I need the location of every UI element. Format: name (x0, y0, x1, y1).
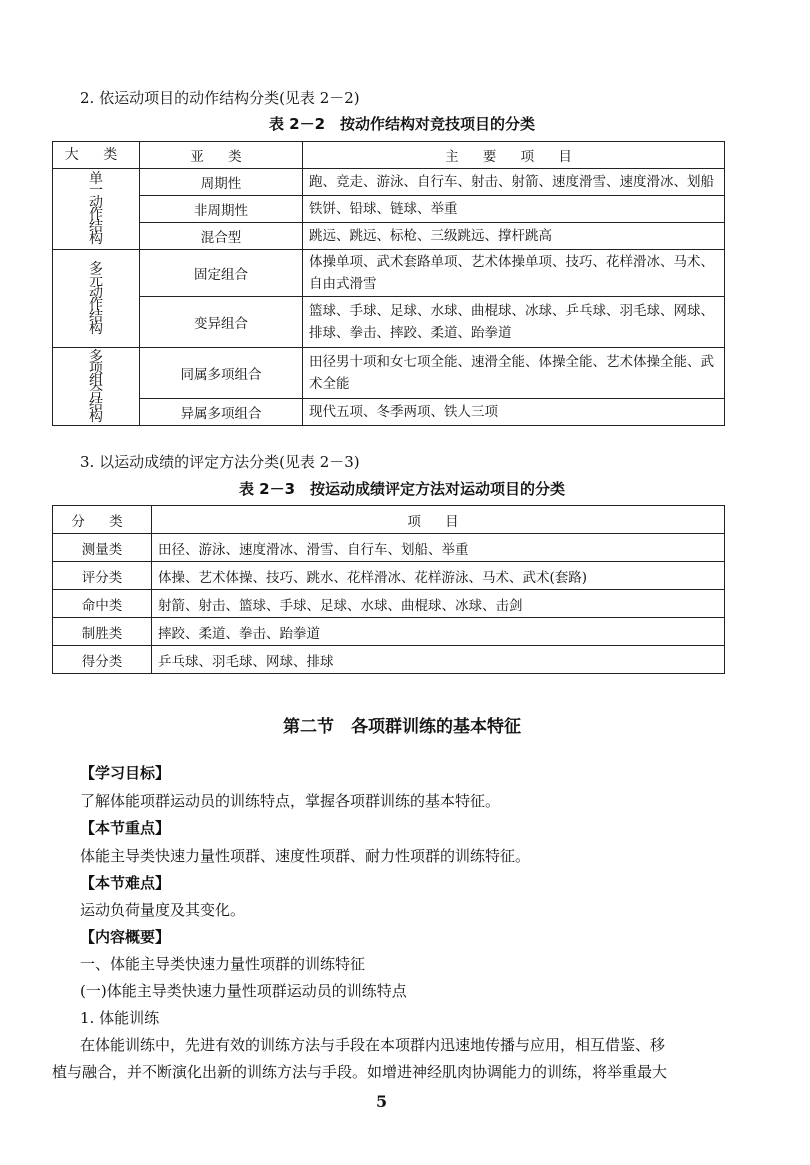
items-cell: 铁饼、铅球、链球、举重 (303, 196, 725, 223)
table-header-row (53, 506, 725, 534)
table-row (53, 348, 725, 399)
category-cell: 制胜类 (53, 618, 152, 646)
difficulty-text: 运动负荷量度及其变化。 (80, 901, 246, 919)
subcategory-cell: 变异组合 (140, 297, 303, 348)
table-2-2 (52, 141, 725, 426)
table-row (53, 618, 725, 646)
header-items: 主 要 项 目 (303, 142, 725, 169)
table-header-row (53, 142, 725, 169)
header-category: 大 类 (53, 142, 140, 169)
header-subcategory: 亚 类 (140, 142, 303, 169)
keypoints-label: 【本节重点】 (80, 819, 171, 837)
paragraph-line-1: 在体能训练中，先进有效的训练方法与手段在本项群内迅速地传播与应用，相互借鉴、移 (80, 1036, 666, 1054)
table-row (53, 196, 725, 223)
table-row (53, 534, 725, 562)
heading-classification-by-scoring: 3. 以运动成绩的评定方法分类(见表 2－3) (80, 453, 360, 471)
table-row (53, 223, 725, 250)
items-cell: 射箭、射击、篮球、手球、足球、水球、曲棍球、冰球、击剑 (152, 590, 725, 618)
items-cell: 体操单项、武术套路单项、艺术体操单项、技巧、花样滑冰、马术、自由式滑雪 (303, 250, 725, 297)
items-cell: 摔跤、柔道、拳击、跆拳道 (152, 618, 725, 646)
table-row (53, 250, 725, 297)
category-cell: 评分类 (53, 562, 152, 590)
subheading-3: 1. 体能训练 (80, 1009, 160, 1027)
heading-classification-by-structure: 2. 依运动项目的动作结构分类(见表 2－2) (80, 89, 360, 107)
table1-caption: 表 2－2 按动作结构对竞技项目的分类 (268, 115, 536, 133)
summary-label: 【内容概要】 (80, 928, 171, 946)
subcategory-cell: 异属多项组合 (140, 399, 303, 426)
category-cell: 得分类 (53, 646, 152, 674)
subheading-1: 一、体能主导类快速力量性项群的训练特征 (80, 955, 366, 973)
category-single-structure: 单一动作结构 (53, 169, 140, 250)
category-cell: 测量类 (53, 534, 152, 562)
objectives-text: 了解体能项群运动员的训练特点，掌握各项群训练的基本特征。 (80, 792, 501, 810)
subcategory-cell: 周期性 (140, 169, 303, 196)
category-multi-structure: 多元动作结构 (53, 250, 140, 348)
subcategory-cell: 非周期性 (140, 196, 303, 223)
category-combination-structure: 多项组合结构 (53, 348, 140, 426)
table-row (53, 169, 725, 196)
page-number: 5 (376, 1092, 388, 1111)
table-row (53, 399, 725, 426)
keypoints-text: 体能主导类快速力量性项群、速度性项群、耐力性项群的训练特征。 (80, 847, 531, 865)
items-cell: 现代五项、冬季两项、铁人三项 (303, 399, 725, 426)
items-cell: 跑、竞走、游泳、自行车、射击、射箭、速度滑雪、速度滑冰、划船 (303, 169, 725, 196)
table-2-3 (52, 505, 725, 674)
table-row (53, 562, 725, 590)
items-cell: 田径男十项和女七项全能、速滑全能、体操全能、艺术体操全能、武术全能 (303, 348, 725, 399)
subcategory-cell: 固定组合 (140, 250, 303, 297)
items-cell: 田径、游泳、速度滑冰、滑雪、自行车、划船、举重 (152, 534, 725, 562)
table-row (53, 646, 725, 674)
paragraph-line-2: 植与融合，并不断演化出新的训练方法与手段。如增进神经肌肉协调能力的训练，将举重最大 (52, 1063, 668, 1081)
items-cell: 跳远、跳远、标枪、三级跳远、撑杆跳高 (303, 223, 725, 250)
objectives-label: 【学习目标】 (80, 764, 171, 782)
header-items: 项 目 (152, 506, 725, 534)
items-cell: 乒乓球、羽毛球、网球、排球 (152, 646, 725, 674)
table2-caption: 表 2－3 按运动成绩评定方法对运动项目的分类 (238, 480, 566, 498)
subheading-2: (一)体能主导类快速力量性项群运动员的训练特点 (80, 982, 407, 1000)
items-cell: 体操、艺术体操、技巧、跳水、花样滑冰、花样游泳、马术、武术(套路) (152, 562, 725, 590)
subcategory-cell: 同属多项组合 (140, 348, 303, 399)
items-cell: 篮球、手球、足球、水球、曲棍球、冰球、乒乓球、羽毛球、网球、排球、拳击、摔跤、柔道、跆拳道 (303, 297, 725, 348)
header-category: 分 类 (53, 506, 152, 534)
category-cell: 命中类 (53, 590, 152, 618)
table-row (53, 297, 725, 348)
difficulty-label: 【本节难点】 (80, 874, 171, 892)
subcategory-cell: 混合型 (140, 223, 303, 250)
table-row (53, 590, 725, 618)
section-title: 第二节 各项群训练的基本特征 (283, 717, 521, 737)
